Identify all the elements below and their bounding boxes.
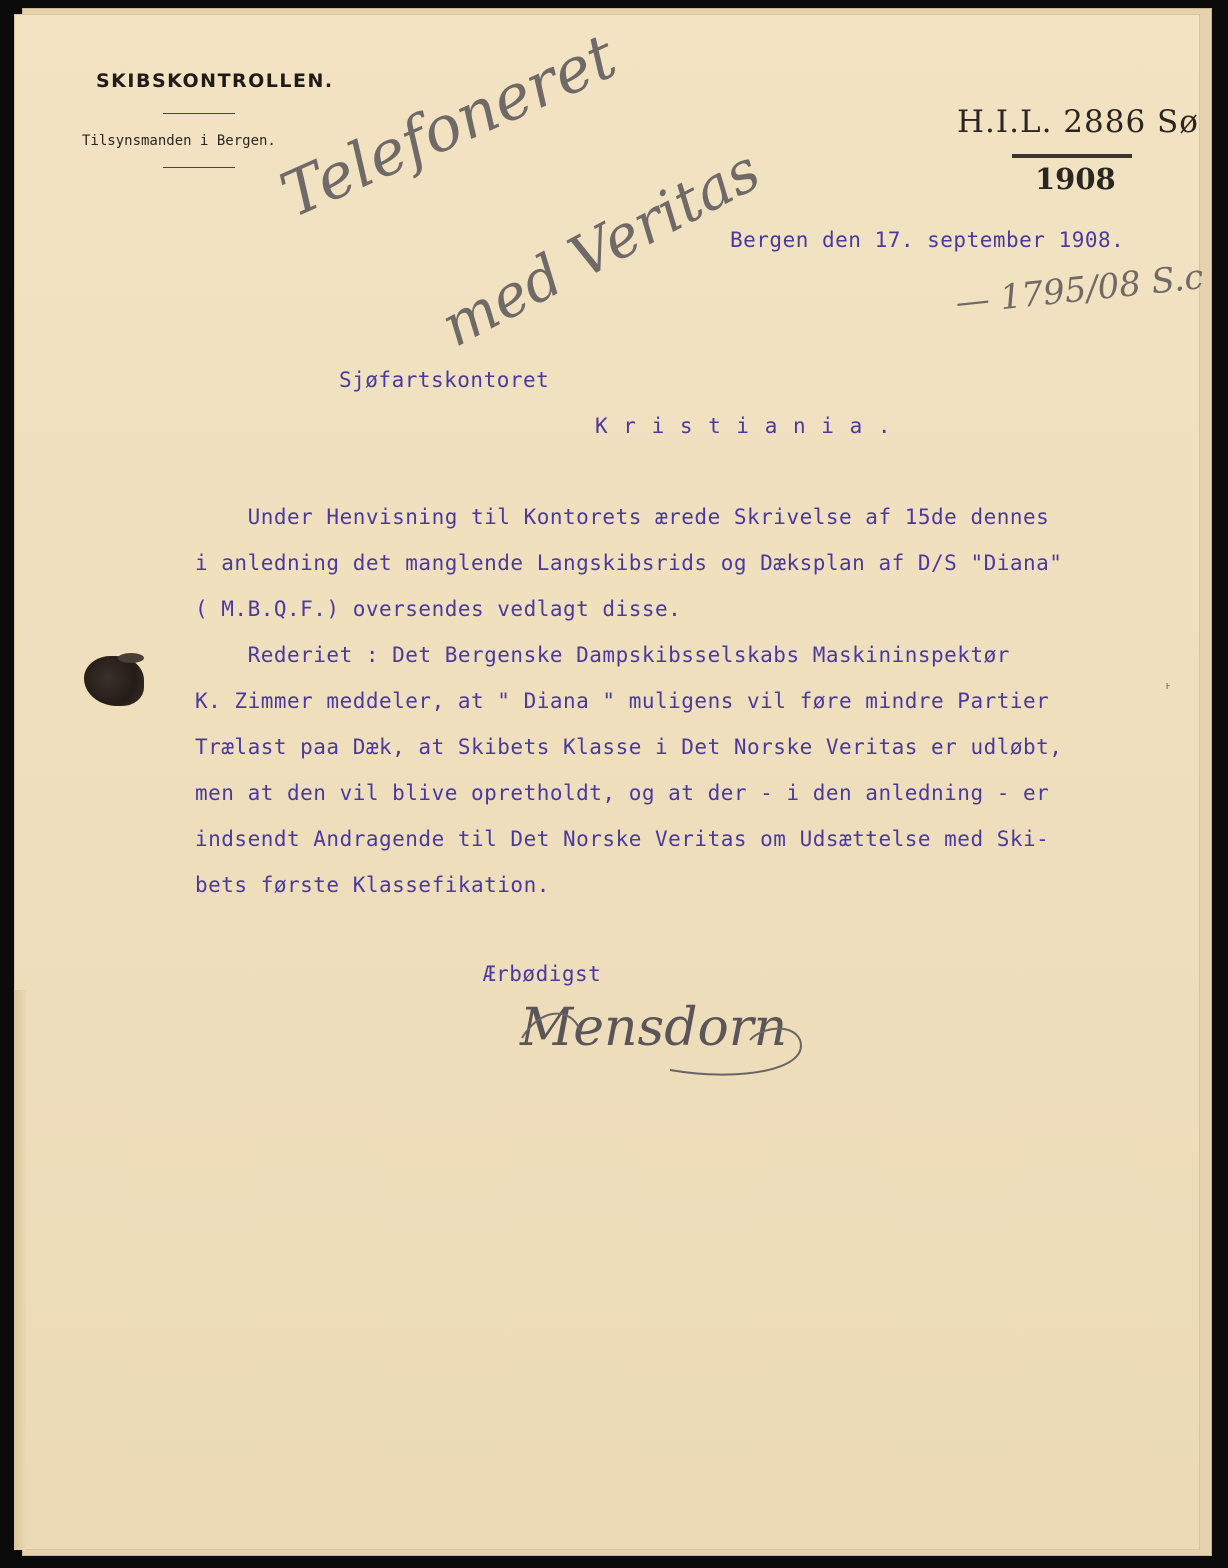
registry-stamp-year: 1908 bbox=[1035, 162, 1116, 196]
margin-mark: ˫ bbox=[1166, 677, 1171, 693]
letter-closing: Ærbødigst bbox=[483, 962, 602, 986]
body-line: K. Zimmer meddeler, at " Diana " muligens vil føre mindre Partier bbox=[195, 689, 1050, 713]
ink-smear bbox=[118, 653, 144, 663]
letterhead-organization: SKIBSKONTROLLEN. bbox=[96, 70, 334, 92]
handwritten-note-line1: Telefoneret bbox=[270, 19, 627, 232]
handwritten-note-line2: med Veritas bbox=[430, 135, 771, 361]
body-line: men at den vil blive opretholdt, og at der - i den anledning - er bbox=[195, 781, 1050, 805]
body-line: bets første Klassefikation. bbox=[195, 873, 550, 897]
letter-recipient: Sjøfartskontoret bbox=[339, 368, 550, 392]
letterhead-rule-bottom bbox=[163, 167, 235, 168]
body-line: Trælast paa Dæk, at Skibets Klasse i Det Norske Veritas er udløbt, bbox=[195, 735, 1063, 759]
letterhead-office: Tilsynsmanden i Bergen. bbox=[82, 133, 276, 149]
body-line: Under Henvisning til Kontorets ærede Skrivelse af 15de dennes bbox=[195, 505, 1050, 529]
body-line: indsendt Andragende til Det Norske Veritas om Udsættelse med Ski- bbox=[195, 827, 1050, 851]
registry-stamp-reference: H.I.L. 2886 Sø bbox=[957, 104, 1199, 140]
page-edge-shadow bbox=[14, 990, 26, 1550]
handwritten-journal-number: — 1795/08 S.c bbox=[953, 257, 1206, 323]
signature-flourish bbox=[510, 1000, 820, 1085]
letter-recipient-city: K r i s t i a n i a . bbox=[595, 414, 893, 438]
handwritten-signature: Mensdorn bbox=[520, 998, 788, 1058]
body-line: i anledning det manglende Langskibsrids og Dæksplan af D/S "Diana" bbox=[195, 551, 1063, 575]
body-line: ( M.B.Q.F.) oversendes vedlagt disse. bbox=[195, 597, 682, 621]
body-line: Rederiet : Det Bergenske Dampskibsselskabs Maskininspektør bbox=[195, 643, 1010, 667]
letterhead-rule-top bbox=[163, 113, 235, 114]
letter-date: Bergen den 17. september 1908. bbox=[730, 228, 1125, 252]
registry-stamp-rule bbox=[1012, 154, 1132, 158]
